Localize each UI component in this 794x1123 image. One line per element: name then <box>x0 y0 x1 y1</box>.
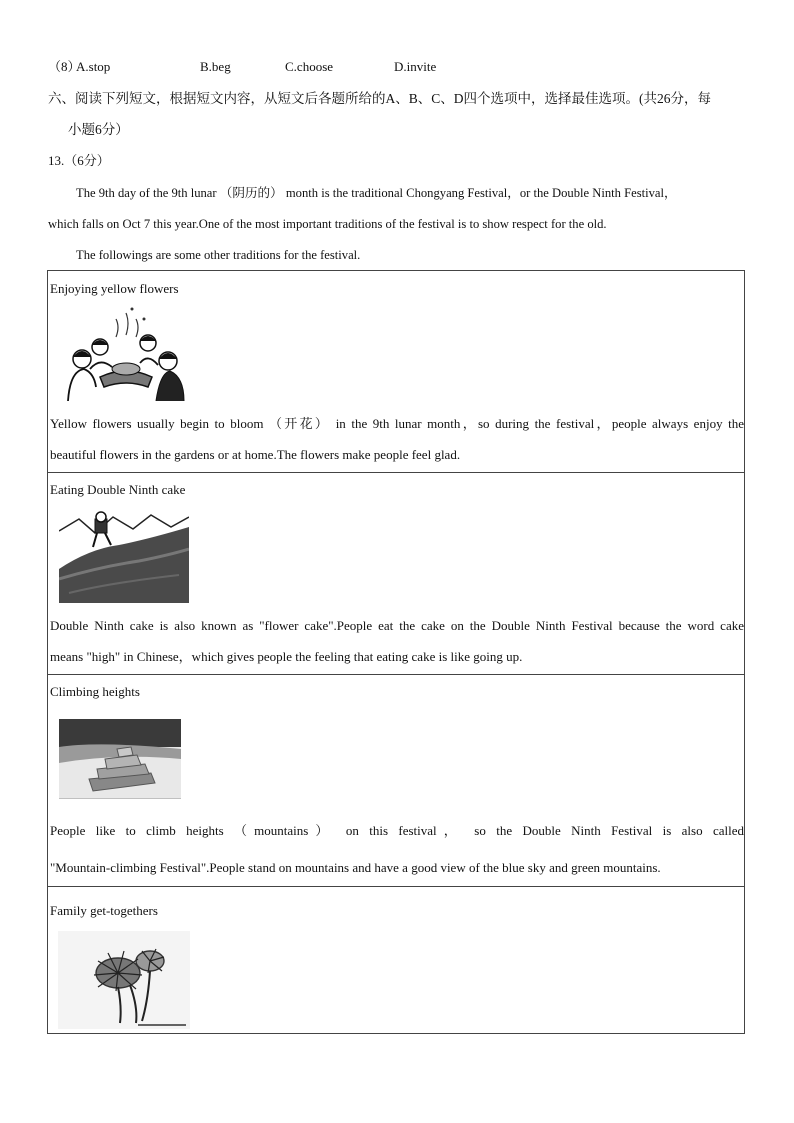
row-paragraph-line-1: People like to climb heights （mountains） on this festival， so the Double Ninth Festival is also called <box>50 823 744 838</box>
row-paragraph-line-2: "Mountain-climbing Festival".People stand on mountains and have a good view of the blue sky and green mountains. <box>50 860 661 875</box>
table-row-yellow-flowers <box>48 271 744 473</box>
layered-cake-picture <box>59 719 181 799</box>
option-c[interactable]: C.choose <box>285 59 334 74</box>
mountain-climber-picture <box>59 509 189 603</box>
section-heading-continued: 小题6分） <box>68 122 129 137</box>
row-title: Climbing heights <box>50 684 140 699</box>
chrysanthemum-picture <box>58 931 190 1029</box>
intro-line-1: The 9th day of the 9th lunar （阴历的） month is the traditional Chongyang Festival，or the Double Ninth Festival， <box>76 186 677 200</box>
question-13-label: 13.（6分） <box>48 153 110 168</box>
option-d[interactable]: D.invite <box>394 59 437 74</box>
row-paragraph-line-1: Double Ninth cake is also known as "flower cake".People eat the cake on the Double Ninth Festival because the word cake <box>50 618 744 633</box>
row-paragraph-line-2: beautiful flowers in the gardens or at home.The flowers make people feel glad. <box>50 447 461 462</box>
intro-line-2: which falls on Oct 7 this year.One of the most important traditions of the festival is to show respect for the old. <box>48 217 607 231</box>
row-paragraph <box>50 408 744 470</box>
row-paragraph-line-1: Yellow flowers usually begin to bloom （开花） in the 9th lunar month，so during the festival，people always enjoy the <box>50 416 744 431</box>
traditions-table <box>47 270 745 1034</box>
intro-line-3: The followings are some other traditions for the festival. <box>76 248 361 262</box>
table-row-family-get-togethers <box>48 887 744 1033</box>
row-title: Eating Double Ninth cake <box>50 482 186 497</box>
table-row-climbing-heights <box>48 675 744 887</box>
option-a[interactable]: A.stop <box>76 59 111 74</box>
section-heading: 六、阅读下列短文，根据短文内容，从短文后各题所给的A、B、C、D四个选项中，选择最佳选项。(共26分，每 <box>48 91 712 106</box>
row-title: Family get-togethers <box>50 903 158 918</box>
row-paragraph <box>50 610 744 672</box>
row-paragraph <box>50 812 744 886</box>
row-title: Enjoying yellow flowers <box>50 281 179 296</box>
option-b[interactable]: B.beg <box>200 59 231 74</box>
row-paragraph-line-2: means "high" in Chinese，which gives people the feeling that eating cake is like going up. <box>50 649 523 664</box>
question-8-number: （8） <box>48 59 81 74</box>
family-eating-picture <box>60 307 192 401</box>
table-row-double-ninth-cake <box>48 473 744 675</box>
